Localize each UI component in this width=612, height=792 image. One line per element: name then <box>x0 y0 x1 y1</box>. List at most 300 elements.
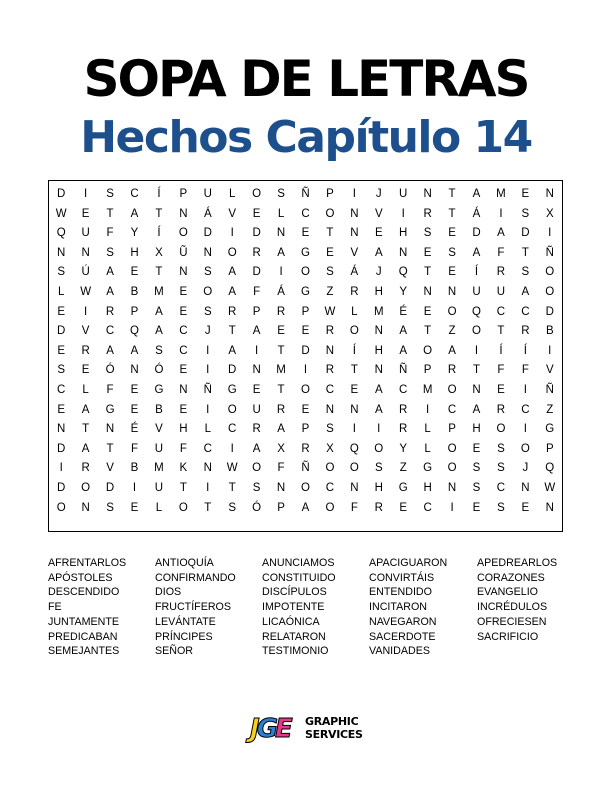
grid-cell[interactable]: Ó <box>105 364 115 377</box>
grid-cell[interactable]: P <box>326 188 334 200</box>
grid-cell[interactable]: J <box>375 188 382 200</box>
grid-cell[interactable]: H <box>374 344 383 357</box>
grid-cell[interactable]: A <box>301 501 310 514</box>
grid-cell[interactable]: I <box>548 344 552 357</box>
grid-cell[interactable]: Q <box>472 305 481 318</box>
grid-cell[interactable]: X <box>545 207 554 220</box>
grid-cell[interactable]: D <box>57 442 66 455</box>
grid-cell[interactable]: A <box>155 325 163 338</box>
grid-cell[interactable]: U <box>496 285 506 298</box>
grid-cell[interactable]: A <box>374 403 383 416</box>
grid-cell[interactable]: C <box>496 481 506 494</box>
grid-cell[interactable]: E <box>301 227 310 240</box>
grid-cell[interactable]: C <box>325 383 335 396</box>
grid-cell[interactable]: F <box>106 227 114 240</box>
grid-cell[interactable]: O <box>447 462 457 475</box>
grid-cell[interactable]: U <box>472 285 481 298</box>
grid-cell[interactable]: T <box>448 188 456 200</box>
grid-cell[interactable]: L <box>424 423 431 436</box>
grid-cell[interactable]: B <box>155 403 163 416</box>
grid-cell[interactable]: Y <box>399 442 408 455</box>
grid-cell[interactable]: B <box>130 285 139 298</box>
grid-cell[interactable]: S <box>472 481 481 494</box>
grid-cell[interactable]: A <box>81 442 90 455</box>
grid-cell[interactable]: M <box>154 462 164 475</box>
grid-cell[interactable]: I <box>401 207 405 220</box>
grid-cell[interactable]: I <box>377 423 381 436</box>
grid-cell[interactable]: R <box>399 423 408 436</box>
grid-cell[interactable]: I <box>206 481 210 494</box>
grid-cell[interactable]: A <box>130 207 139 220</box>
grid-cell[interactable]: A <box>472 403 481 416</box>
grid-cell[interactable]: E <box>277 325 285 338</box>
grid-cell[interactable]: N <box>57 423 66 436</box>
grid-cell[interactable]: R <box>350 285 359 298</box>
grid-cell[interactable]: Á <box>472 207 481 220</box>
grid-cell[interactable]: O <box>374 442 384 455</box>
grid-cell[interactable]: S <box>106 188 114 200</box>
grid-cell[interactable]: S <box>106 246 114 259</box>
grid-cell[interactable]: J <box>522 462 529 475</box>
grid-cell[interactable]: S <box>374 462 383 475</box>
grid-cell[interactable]: C <box>301 207 310 220</box>
grid-cell[interactable]: D <box>57 188 66 200</box>
grid-cell[interactable]: Y <box>130 227 139 240</box>
grid-cell[interactable]: T <box>521 246 529 259</box>
grid-cell[interactable]: E <box>301 325 310 338</box>
grid-cell[interactable]: S <box>472 462 481 475</box>
grid-cell[interactable]: C <box>179 325 188 338</box>
grid-cell[interactable]: R <box>423 207 432 220</box>
grid-cell[interactable]: R <box>228 305 237 318</box>
grid-cell[interactable]: R <box>252 423 261 436</box>
grid-cell[interactable]: D <box>472 227 481 240</box>
grid-cell[interactable]: H <box>423 481 432 494</box>
grid-cell[interactable]: C <box>105 325 115 338</box>
grid-cell[interactable]: T <box>228 481 236 494</box>
grid-cell[interactable]: S <box>497 462 505 475</box>
grid-cell[interactable]: E <box>399 501 408 514</box>
grid-cell[interactable]: L <box>424 442 431 455</box>
grid-cell[interactable]: O <box>349 462 359 475</box>
grid-cell[interactable]: T <box>497 325 505 338</box>
grid-cell[interactable]: O <box>447 383 457 396</box>
grid-cell[interactable]: Í <box>499 344 503 357</box>
grid-cell[interactable]: E <box>374 227 383 240</box>
grid-cell[interactable]: Ñ <box>203 383 212 396</box>
grid-cell[interactable]: P <box>545 442 554 455</box>
grid-cell[interactable]: I <box>548 227 552 240</box>
grid-cell[interactable]: S <box>203 305 212 318</box>
grid-cell[interactable]: G <box>398 481 408 494</box>
grid-cell[interactable]: B <box>130 462 139 475</box>
grid-cell[interactable]: C <box>203 442 212 455</box>
grid-cell[interactable]: Ó <box>252 501 262 514</box>
grid-cell[interactable]: Ñ <box>545 383 554 396</box>
grid-cell[interactable]: S <box>57 364 66 377</box>
grid-cell[interactable]: O <box>423 344 433 357</box>
grid-cell[interactable]: T <box>472 364 480 377</box>
grid-cell[interactable]: S <box>277 188 285 200</box>
grid-cell[interactable]: A <box>106 266 114 279</box>
grid-cell[interactable]: A <box>228 266 237 279</box>
grid-cell[interactable]: Ũ <box>179 246 188 259</box>
grid-cell[interactable]: T <box>277 344 285 357</box>
grid-cell[interactable]: A <box>399 325 408 338</box>
grid-cell[interactable]: R <box>374 501 383 514</box>
grid-cell[interactable]: N <box>545 501 554 514</box>
grid-cell[interactable]: N <box>203 462 212 475</box>
grid-cell[interactable]: S <box>228 501 237 514</box>
grid-cell[interactable]: N <box>130 364 139 377</box>
grid-cell[interactable]: H <box>179 423 188 436</box>
grid-cell[interactable]: G <box>105 403 115 416</box>
grid-cell[interactable]: T <box>155 266 163 279</box>
grid-cell[interactable]: E <box>130 501 139 514</box>
grid-cell[interactable]: T <box>155 207 163 220</box>
grid-cell[interactable]: E <box>81 207 90 220</box>
grid-cell[interactable]: D <box>228 364 237 377</box>
grid-cell[interactable]: N <box>521 481 530 494</box>
grid-cell[interactable]: H <box>472 423 481 436</box>
grid-cell[interactable]: D <box>545 305 554 318</box>
grid-cell[interactable]: E <box>423 246 432 259</box>
grid-cell[interactable]: N <box>276 227 286 240</box>
grid-cell[interactable]: S <box>448 246 456 259</box>
grid-cell[interactable]: D <box>301 344 310 357</box>
grid-cell[interactable]: E <box>521 501 530 514</box>
grid-cell[interactable]: T <box>228 325 236 338</box>
grid-cell[interactable]: E <box>448 227 456 240</box>
grid-cell[interactable]: R <box>301 442 310 455</box>
grid-cell[interactable]: S <box>521 266 530 279</box>
grid-cell[interactable]: P <box>301 423 310 436</box>
grid-cell[interactable]: P <box>448 423 456 436</box>
grid-cell[interactable]: M <box>373 305 384 318</box>
grid-cell[interactable]: G <box>227 383 237 396</box>
grid-cell[interactable]: H <box>374 481 383 494</box>
grid-cell[interactable]: I <box>84 305 88 318</box>
grid-cell[interactable]: Q <box>545 462 555 475</box>
grid-cell[interactable]: É <box>399 305 408 318</box>
grid-cell[interactable]: C <box>423 501 432 514</box>
grid-cell[interactable]: V <box>374 207 383 220</box>
grid-cell[interactable]: O <box>301 266 310 279</box>
grid-cell[interactable]: A <box>497 227 505 240</box>
grid-cell[interactable]: L <box>229 188 236 200</box>
grid-cell[interactable]: A <box>228 344 237 357</box>
grid-cell[interactable]: É <box>130 423 139 436</box>
grid-cell[interactable]: O <box>227 246 237 259</box>
grid-cell[interactable]: N <box>325 344 335 357</box>
grid-cell[interactable]: E <box>350 383 359 396</box>
grid-cell[interactable]: E <box>472 501 481 514</box>
grid-cell[interactable]: W <box>324 305 336 318</box>
grid-cell[interactable]: Ñ <box>545 246 554 259</box>
grid-cell[interactable]: E <box>179 364 188 377</box>
grid-cell[interactable]: G <box>154 383 164 396</box>
grid-cell[interactable]: P <box>423 364 432 377</box>
grid-cell[interactable]: A <box>106 344 114 357</box>
grid-cell[interactable]: U <box>81 227 90 240</box>
grid-cell[interactable]: P <box>252 305 261 318</box>
grid-cell[interactable]: O <box>472 325 481 338</box>
grid-cell[interactable]: N <box>81 246 90 259</box>
grid-cell[interactable]: T <box>277 383 285 396</box>
grid-cell[interactable]: I <box>523 423 527 436</box>
grid-cell[interactable]: A <box>155 305 163 318</box>
grid-cell[interactable]: E <box>57 305 66 318</box>
grid-cell[interactable]: S <box>106 501 114 514</box>
grid-cell[interactable]: H <box>399 227 408 240</box>
grid-cell[interactable]: L <box>277 207 285 220</box>
grid-cell[interactable]: M <box>154 285 164 298</box>
grid-cell[interactable]: D <box>521 227 530 240</box>
grid-cell[interactable]: T <box>424 325 432 338</box>
grid-cell[interactable]: O <box>520 442 530 455</box>
grid-cell[interactable]: U <box>252 403 261 416</box>
grid-cell[interactable]: X <box>326 442 334 455</box>
grid-cell[interactable]: N <box>179 207 188 220</box>
grid-cell[interactable]: N <box>276 481 286 494</box>
grid-cell[interactable]: E <box>326 246 334 259</box>
grid-cell[interactable]: H <box>130 246 139 259</box>
grid-cell[interactable]: O <box>203 285 213 298</box>
grid-cell[interactable]: S <box>497 442 505 455</box>
grid-cell[interactable]: S <box>423 227 432 240</box>
grid-cell[interactable]: O <box>301 383 310 396</box>
grid-cell[interactable]: F <box>277 462 285 475</box>
grid-cell[interactable]: Ñ <box>399 364 408 377</box>
grid-cell[interactable]: F <box>521 364 529 377</box>
grid-cell[interactable]: D <box>252 227 261 240</box>
grid-cell[interactable]: Á <box>277 285 285 298</box>
grid-cell[interactable]: K <box>179 462 188 475</box>
grid-cell[interactable]: Á <box>350 266 359 279</box>
grid-cell[interactable]: R <box>447 364 457 377</box>
grid-cell[interactable]: S <box>521 207 530 220</box>
grid-cell[interactable]: E <box>521 188 530 200</box>
grid-cell[interactable]: N <box>350 227 359 240</box>
grid-cell[interactable]: S <box>57 266 66 279</box>
grid-cell[interactable]: M <box>276 364 286 377</box>
grid-cell[interactable]: O <box>447 442 457 455</box>
grid-cell[interactable]: G <box>423 462 433 475</box>
grid-cell[interactable]: S <box>155 344 163 357</box>
grid-cell[interactable]: Á <box>203 207 212 220</box>
grid-cell[interactable]: Q <box>130 325 139 338</box>
grid-cell[interactable]: A <box>252 325 261 338</box>
grid-cell[interactable]: V <box>106 462 114 475</box>
grid-cell[interactable]: D <box>105 481 115 494</box>
grid-cell[interactable]: U <box>154 481 164 494</box>
grid-cell[interactable]: I <box>206 364 210 377</box>
grid-cell[interactable]: D <box>252 266 261 279</box>
grid-cell[interactable]: F <box>253 285 261 298</box>
grid-cell[interactable]: E <box>130 403 139 416</box>
grid-cell[interactable]: Z <box>326 285 334 298</box>
grid-cell[interactable]: O <box>301 481 310 494</box>
grid-cell[interactable]: S <box>326 266 334 279</box>
grid-cell[interactable]: R <box>325 325 335 338</box>
grid-cell[interactable]: L <box>58 285 65 298</box>
grid-cell[interactable]: I <box>523 383 527 396</box>
grid-cell[interactable]: Z <box>399 462 407 475</box>
grid-cell[interactable]: F <box>497 246 505 259</box>
grid-cell[interactable]: I <box>230 442 234 455</box>
grid-cell[interactable]: I <box>352 188 356 200</box>
grid-cell[interactable]: O <box>545 285 555 298</box>
grid-cell[interactable]: I <box>474 344 479 357</box>
grid-cell[interactable]: A <box>399 344 408 357</box>
grid-cell[interactable]: R <box>521 325 530 338</box>
grid-cell[interactable]: E <box>57 344 66 357</box>
grid-cell[interactable]: N <box>447 481 457 494</box>
grid-cell[interactable]: N <box>57 246 66 259</box>
grid-cell[interactable]: A <box>277 423 285 436</box>
grid-cell[interactable]: I <box>255 344 259 357</box>
grid-cell[interactable]: T <box>106 442 114 455</box>
grid-cell[interactable]: S <box>203 266 212 279</box>
grid-cell[interactable]: N <box>350 481 359 494</box>
grid-cell[interactable]: V <box>545 364 554 377</box>
grid-cell[interactable]: M <box>422 383 433 396</box>
grid-cell[interactable]: T <box>106 207 114 220</box>
grid-cell[interactable]: O <box>227 403 237 416</box>
grid-cell[interactable]: Z <box>546 403 554 416</box>
grid-cell[interactable]: A <box>521 285 530 298</box>
grid-cell[interactable]: R <box>81 344 90 357</box>
grid-cell[interactable]: C <box>521 403 530 416</box>
grid-cell[interactable]: E <box>179 403 188 416</box>
grid-cell[interactable]: U <box>154 442 164 455</box>
grid-cell[interactable]: A <box>277 246 285 259</box>
grid-cell[interactable]: W <box>80 285 92 298</box>
grid-cell[interactable]: I <box>450 501 454 514</box>
grid-cell[interactable]: W <box>226 462 238 475</box>
grid-cell[interactable]: N <box>81 501 90 514</box>
grid-cell[interactable]: O <box>545 266 555 279</box>
grid-cell[interactable]: Ó <box>154 364 164 377</box>
grid-cell[interactable]: O <box>56 501 66 514</box>
grid-cell[interactable]: H <box>374 285 383 298</box>
grid-cell[interactable]: O <box>325 207 335 220</box>
grid-cell[interactable]: N <box>399 246 408 259</box>
grid-cell[interactable]: A <box>252 442 261 455</box>
grid-cell[interactable]: E <box>497 383 505 396</box>
grid-cell[interactable]: A <box>374 383 383 396</box>
grid-cell[interactable]: E <box>130 383 139 396</box>
grid-cell[interactable]: N <box>350 403 359 416</box>
grid-cell[interactable]: G <box>545 423 555 436</box>
grid-cell[interactable]: Í <box>474 266 479 279</box>
grid-cell[interactable]: C <box>130 188 139 200</box>
grid-cell[interactable]: O <box>349 325 359 338</box>
grid-cell[interactable]: E <box>301 403 310 416</box>
grid-cell[interactable]: E <box>423 305 432 318</box>
grid-cell[interactable]: P <box>130 305 139 318</box>
grid-cell[interactable]: O <box>178 501 188 514</box>
grid-cell[interactable]: C <box>179 344 188 357</box>
grid-cell[interactable]: R <box>325 364 335 377</box>
grid-cell[interactable]: C <box>496 305 506 318</box>
grid-cell[interactable]: F <box>130 442 138 455</box>
grid-cell[interactable]: I <box>352 423 356 436</box>
grid-cell[interactable]: N <box>472 383 481 396</box>
grid-cell[interactable]: N <box>447 285 457 298</box>
grid-cell[interactable]: T <box>326 227 334 240</box>
grid-cell[interactable]: I <box>132 481 137 494</box>
grid-cell[interactable]: W <box>544 481 556 494</box>
grid-cell[interactable]: E <box>448 266 456 279</box>
grid-cell[interactable]: N <box>203 246 212 259</box>
grid-cell[interactable]: C <box>325 481 335 494</box>
grid-cell[interactable]: N <box>179 383 188 396</box>
grid-cell[interactable]: N <box>374 364 383 377</box>
grid-cell[interactable]: Ú <box>81 266 90 279</box>
grid-cell[interactable]: M <box>496 188 506 200</box>
grid-cell[interactable]: N <box>374 325 383 338</box>
grid-cell[interactable]: O <box>252 188 262 200</box>
grid-cell[interactable]: I <box>230 227 234 240</box>
grid-cell[interactable]: L <box>82 383 89 396</box>
grid-cell[interactable]: Í <box>523 344 527 357</box>
grid-cell[interactable]: C <box>447 403 457 416</box>
grid-cell[interactable]: Y <box>399 285 408 298</box>
grid-cell[interactable]: T <box>204 501 212 514</box>
grid-cell[interactable]: E <box>472 442 481 455</box>
grid-cell[interactable]: N <box>325 403 335 416</box>
grid-cell[interactable]: F <box>179 442 187 455</box>
grid-cell[interactable]: A <box>448 344 456 357</box>
grid-cell[interactable]: F <box>350 501 358 514</box>
grid-cell[interactable]: D <box>203 227 212 240</box>
grid-cell[interactable]: X <box>155 246 163 259</box>
grid-cell[interactable]: G <box>301 246 310 259</box>
grid-cell[interactable]: U <box>399 188 408 200</box>
grid-cell[interactable]: N <box>423 188 432 200</box>
grid-cell[interactable]: E <box>179 305 188 318</box>
grid-cell[interactable]: N <box>252 364 261 377</box>
grid-cell[interactable]: I <box>206 403 210 416</box>
grid-cell[interactable]: R <box>496 403 506 416</box>
grid-cell[interactable]: D <box>57 481 66 494</box>
grid-cell[interactable]: Ñ <box>301 188 310 200</box>
grid-cell[interactable]: O <box>325 462 335 475</box>
grid-cell[interactable]: S <box>497 501 505 514</box>
grid-cell[interactable]: R <box>276 403 286 416</box>
grid-cell[interactable]: R <box>105 305 115 318</box>
grid-cell[interactable]: I <box>84 188 88 200</box>
grid-cell[interactable]: C <box>57 383 66 396</box>
grid-cell[interactable]: O <box>447 305 457 318</box>
grid-cell[interactable]: A <box>472 188 481 200</box>
grid-cell[interactable]: N <box>545 188 554 200</box>
grid-cell[interactable]: P <box>179 188 188 200</box>
grid-cell[interactable]: O <box>325 501 335 514</box>
grid-cell[interactable]: I <box>279 266 283 279</box>
grid-cell[interactable]: I <box>426 403 430 416</box>
grid-cell[interactable]: E <box>179 285 188 298</box>
grid-cell[interactable]: X <box>277 442 285 455</box>
grid-cell[interactable]: V <box>81 325 90 338</box>
grid-cell[interactable]: R <box>81 462 90 475</box>
grid-cell[interactable]: P <box>301 305 310 318</box>
grid-cell[interactable]: F <box>106 383 114 396</box>
grid-cell[interactable]: W <box>55 207 67 220</box>
grid-cell[interactable]: G <box>301 285 310 298</box>
grid-cell[interactable]: O <box>496 423 506 436</box>
